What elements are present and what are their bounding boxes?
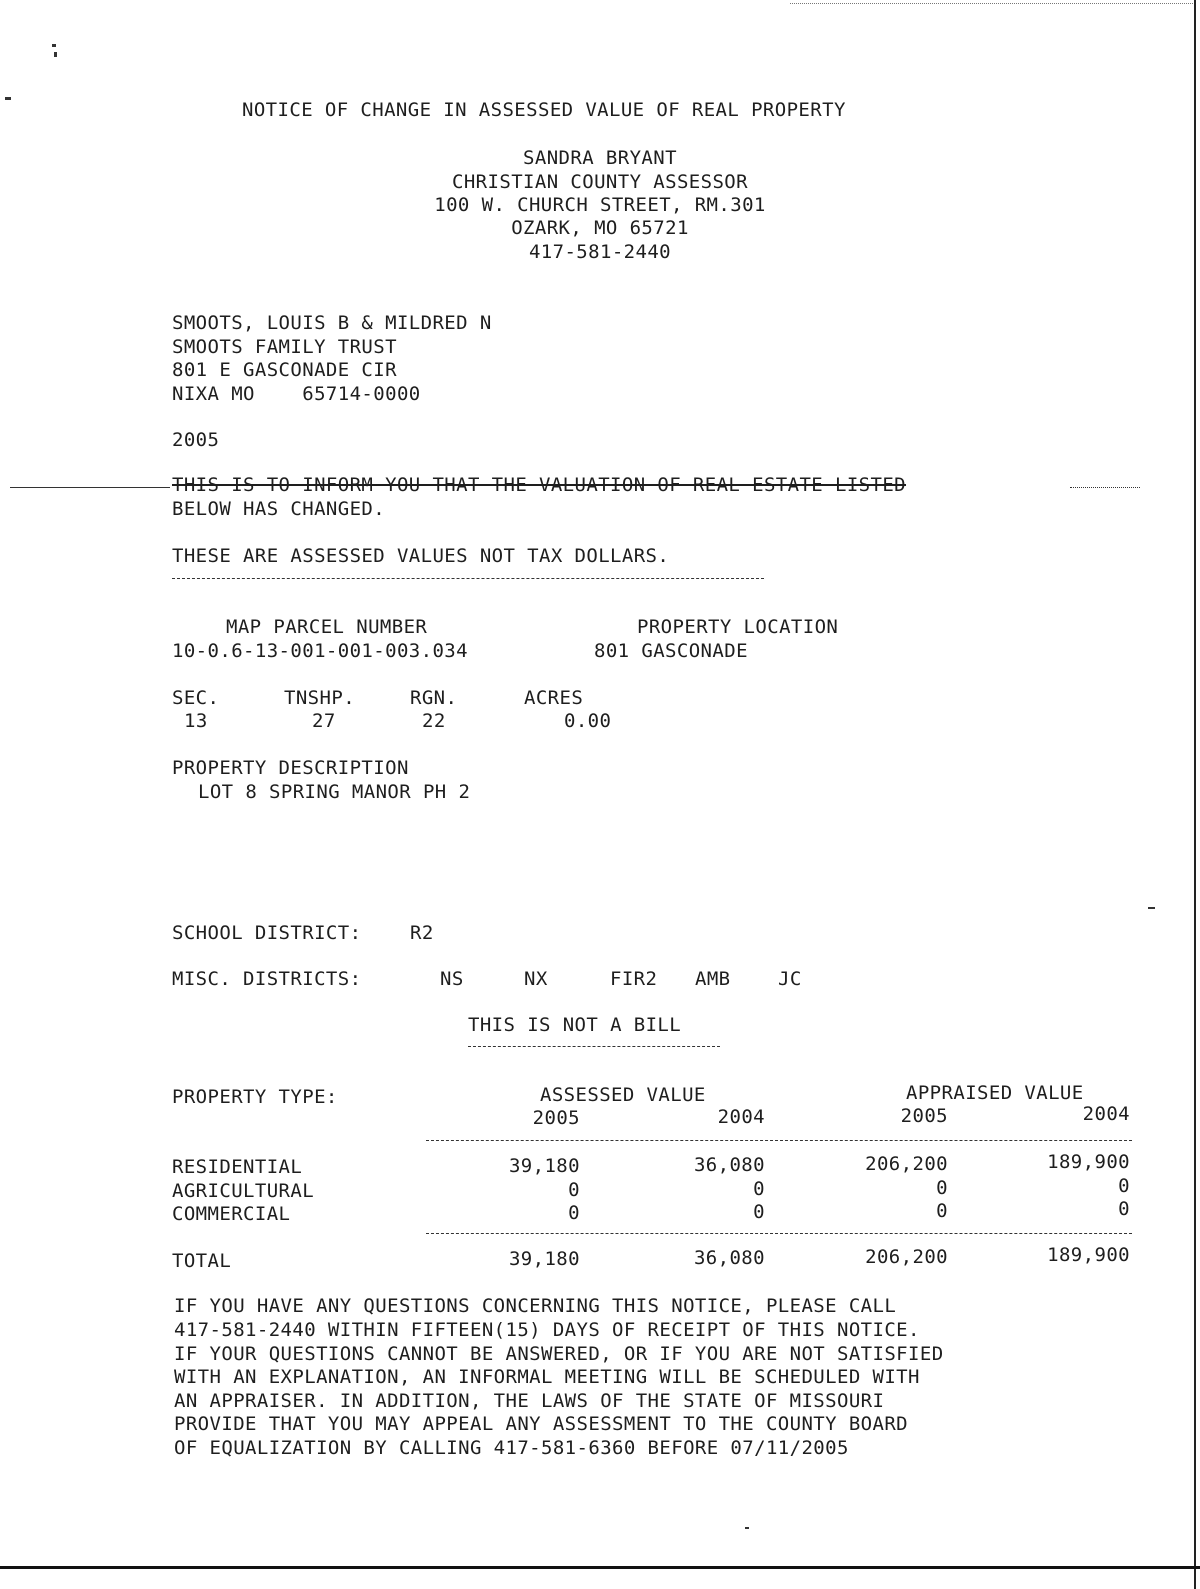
assessor-name: SANDRA BRYANT [523, 147, 677, 169]
scan-top-edge [790, 3, 1195, 4]
not-a-bill-notice: THIS IS NOT A BILL [468, 1014, 682, 1036]
assessor-street: 100 W. CHURCH STREET, RM.301 [434, 194, 766, 216]
property-location: 801 GASCONADE [594, 640, 748, 662]
year-header: 2005 [532, 1107, 580, 1129]
property-description: LOT 8 SPRING MANOR PH 2 [198, 781, 471, 803]
year-header: 2004 [717, 1106, 765, 1128]
row-type: COMMERCIAL [172, 1203, 291, 1225]
footer-line: PROVIDE THAT YOU MAY APPEAL ANY ASSESSMENT TO THE COUNTY BOARD [174, 1413, 909, 1435]
total-value: 36,080 [693, 1247, 765, 1269]
footer-line: IF YOUR QUESTIONS CANNOT BE ANSWERED, OR IF YOU ARE NOT SATISFIED [174, 1343, 944, 1365]
cell-value: 189,900 [1047, 1151, 1130, 1173]
school-district-label: SCHOOL DISTRICT: [172, 922, 362, 944]
cell-value: 0 [1118, 1198, 1130, 1220]
scan-right-edge [1194, 0, 1196, 1589]
misc-district: FIR2 [610, 968, 658, 990]
tnshp-label: TNSHP. [284, 687, 356, 709]
property-location-label: PROPERTY LOCATION [637, 616, 839, 638]
footer-line: AN APPRAISER. IN ADDITION, THE LAWS OF THE STATE OF MISSOURI [174, 1390, 885, 1412]
total-label: TOTAL [172, 1250, 232, 1272]
total-value: 39,180 [508, 1248, 580, 1270]
misc-district: NS [440, 968, 464, 990]
scan-line [1070, 487, 1140, 488]
cell-value: 0 [568, 1202, 580, 1224]
tnshp-value: 27 [312, 710, 336, 732]
notice-year: 2005 [172, 429, 220, 451]
owner-line-1: SMOOTS, LOUIS B & MILDRED N [172, 312, 492, 334]
notice-line-1: THIS IS TO INFORM YOU THAT THE VALUATION OF REAL ESTATE LISTED [172, 474, 907, 496]
cell-value: 0 [753, 1201, 765, 1223]
sec-value: 13 [184, 710, 208, 732]
footer-line: 417-581-2440 WITHIN FIFTEEN(15) DAYS OF RECEIPT OF THIS NOTICE. [174, 1319, 920, 1341]
warning-underline [172, 578, 764, 579]
assessed-value-header: ASSESSED VALUE [540, 1084, 706, 1106]
assessor-city: OZARK, MO 65721 [511, 217, 689, 239]
acres-value: 0.00 [564, 710, 612, 732]
property-type-header: PROPERTY TYPE: [172, 1086, 338, 1108]
scan-speck [54, 52, 57, 57]
notice-line-2: BELOW HAS CHANGED. [172, 498, 386, 520]
acres-label: ACRES [524, 687, 584, 709]
scan-line [10, 487, 170, 488]
table-total-rule [426, 1233, 1132, 1234]
year-header: 2005 [900, 1105, 948, 1127]
scan-speck [745, 1527, 749, 1529]
appraised-value-header: APPRAISED VALUE [906, 1082, 1084, 1104]
scan-speck [5, 97, 11, 100]
scan-speck [1148, 907, 1155, 909]
total-value: 206,200 [865, 1246, 948, 1268]
footer-line: IF YOU HAVE ANY QUESTIONS CONCERNING THIS NOTICE, PLEASE CALL [174, 1295, 897, 1317]
year-header: 2004 [1082, 1103, 1130, 1125]
owner-line-3: 801 E GASCONADE CIR [172, 359, 397, 381]
cell-value: 206,200 [865, 1153, 948, 1175]
misc-district: AMB [695, 968, 731, 990]
owner-line-2: SMOOTS FAMILY TRUST [172, 336, 397, 358]
not-a-bill-underline [468, 1046, 720, 1047]
property-description-label: PROPERTY DESCRIPTION [172, 757, 409, 779]
footer-line: OF EQUALIZATION BY CALLING 417-581-6360 BEFORE 07/11/2005 [174, 1437, 849, 1459]
school-district-value: R2 [410, 922, 434, 944]
table-header-rule [426, 1140, 1132, 1141]
assessed-values-warning: THESE ARE ASSESSED VALUES NOT TAX DOLLARS. [172, 545, 670, 567]
rgn-value: 22 [422, 710, 446, 732]
cell-value: 36,080 [693, 1154, 765, 1176]
cell-value: 0 [1118, 1175, 1130, 1197]
assessor-phone: 417-581-2440 [528, 241, 672, 263]
misc-districts-label: MISC. DISTRICTS: [172, 968, 362, 990]
scan-speck [52, 44, 56, 47]
cell-value: 0 [568, 1179, 580, 1201]
document-title: NOTICE OF CHANGE IN ASSESSED VALUE OF REAL PROPERTY [242, 99, 846, 121]
map-parcel-number: 10-0.6-13-001-001-003.034 [172, 640, 468, 662]
rgn-label: RGN. [410, 687, 458, 709]
cell-value: 0 [936, 1200, 948, 1222]
misc-district: JC [778, 968, 802, 990]
row-type: RESIDENTIAL [172, 1156, 303, 1178]
sec-label: SEC. [172, 687, 220, 709]
row-type: AGRICULTURAL [172, 1180, 315, 1202]
assessor-office: CHRISTIAN COUNTY ASSESSOR [452, 171, 748, 193]
scan-bottom-edge [0, 1566, 1200, 1569]
cell-value: 39,180 [508, 1155, 580, 1177]
owner-line-4: NIXA MO 65714-0000 [172, 383, 421, 405]
total-value: 189,900 [1047, 1244, 1130, 1266]
cell-value: 0 [936, 1177, 948, 1199]
footer-line: WITH AN EXPLANATION, AN INFORMAL MEETING WILL BE SCHEDULED WITH [174, 1366, 920, 1388]
map-parcel-label: MAP PARCEL NUMBER [226, 616, 428, 638]
cell-value: 0 [753, 1178, 765, 1200]
misc-district: NX [524, 968, 548, 990]
